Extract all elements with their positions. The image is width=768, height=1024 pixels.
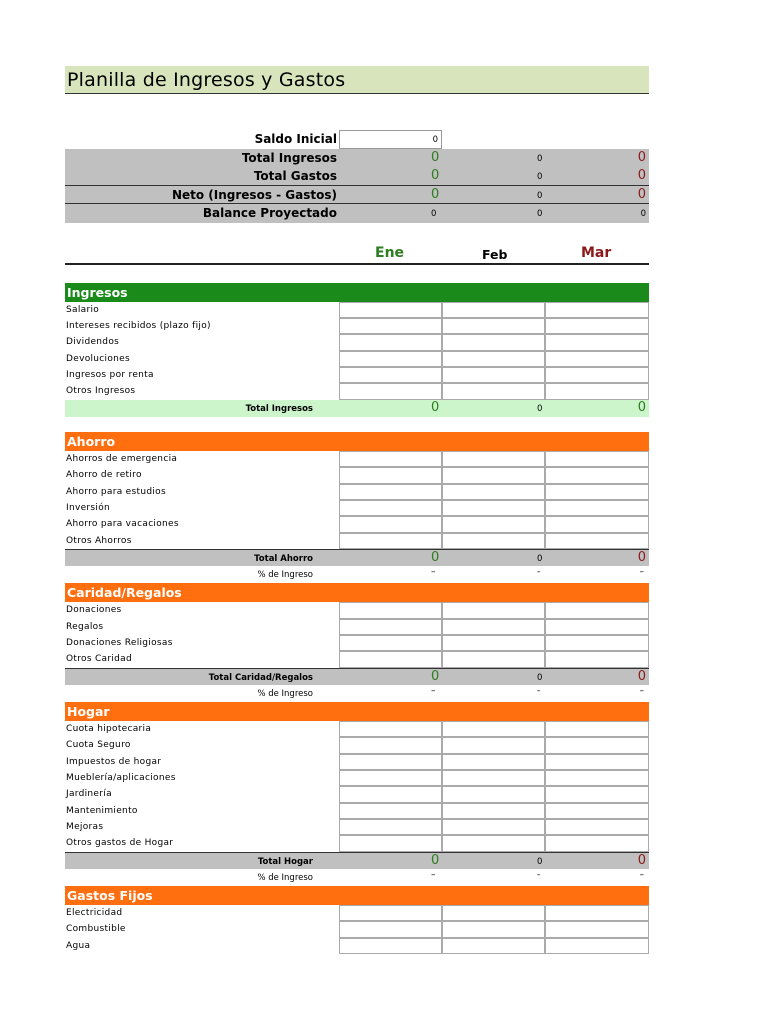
input-cell-mar[interactable] [545,938,649,954]
table-row [65,602,649,618]
input-cell-ene[interactable] [339,467,442,483]
input-cell-mar[interactable] [545,754,649,770]
input-cell-mar[interactable] [545,318,649,334]
section-header: Ingresos [65,283,649,302]
row-label: Donaciones Religiosas [66,637,173,648]
percent-row [65,685,649,701]
row-label: Cuota hipotecaria [66,723,152,734]
summary-value-feb: 0 [537,190,543,201]
input-cell-feb[interactable] [442,635,545,651]
summary-value-mar: 0 [637,149,646,165]
input-cell-ene[interactable] [339,533,442,549]
input-cell-mar[interactable] [545,803,649,819]
input-cell-ene[interactable] [339,451,442,467]
input-cell-ene[interactable] [339,754,442,770]
input-cell-mar[interactable] [545,905,649,921]
percent-ene: – [431,567,436,578]
row-label: Regalos [66,621,104,632]
input-cell-mar[interactable] [545,819,649,835]
row-label: Salario [66,304,100,315]
table-row [65,737,649,753]
percent-ene: – [431,685,436,696]
summary-value-mar: 0 [637,168,646,183]
input-cell-feb[interactable] [442,619,545,635]
input-cell-ene[interactable] [339,334,442,350]
table-row [65,484,649,500]
row-label: Dividendos [66,337,120,348]
table-row [65,786,649,802]
input-cell-mar[interactable] [545,635,649,651]
input-cell-feb[interactable] [442,516,545,532]
summary-value-ene: 0 [431,168,440,183]
input-cell-feb[interactable] [442,451,545,467]
row-label: Mantenimiento [66,805,138,816]
input-cell-feb[interactable] [442,484,545,500]
percent-feb: - [537,869,541,880]
input-cell-feb[interactable] [442,467,545,483]
summary-value-ene: 0 [431,149,440,165]
table-row [65,721,649,737]
total-label: Total Ingresos [245,403,313,414]
input-cell-feb[interactable] [442,351,545,367]
input-cell-ene[interactable] [339,786,442,802]
total-row [65,852,649,869]
summary-value-ene: 0 [431,186,440,202]
spreadsheet [65,66,649,954]
total-label: Total Caridad/Regalos [208,672,313,683]
percent-label: % de Ingreso [257,570,313,581]
table-row [65,905,649,921]
saldo-inicial-value: 0 [432,135,438,145]
month-header-row [65,243,649,265]
input-cell-ene[interactable] [339,484,442,500]
row-label: Otros gastos de Hogar [66,838,174,849]
row-label: Ingresos por renta [66,370,154,381]
percent-ene: – [431,869,436,880]
table-row [65,334,649,350]
input-cell-ene[interactable] [339,938,442,954]
table-row [65,500,649,516]
row-label: Jardinería [66,789,112,800]
input-cell-feb[interactable] [442,770,545,786]
percent-feb: - [537,685,541,696]
input-cell-mar[interactable] [545,383,649,399]
input-cell-mar[interactable] [545,351,649,367]
table-row [65,533,649,549]
section-header: Caridad/Regalos [65,583,649,602]
table-row [65,351,649,367]
summary-value-feb: 0 [537,153,543,164]
row-label: Mueblería/aplicaciones [66,772,176,783]
row-label: Mejoras [66,822,104,833]
input-cell-feb[interactable] [442,835,545,851]
input-cell-ene[interactable] [339,905,442,921]
table-row [65,367,649,383]
input-cell-mar[interactable] [545,302,649,318]
percent-mar: – [639,567,644,578]
input-cell-mar[interactable] [545,500,649,516]
summary-label: Total Gastos [253,169,337,183]
input-cell-ene[interactable] [339,318,442,334]
saldo-inicial-row [65,130,649,149]
input-cell-ene[interactable] [339,770,442,786]
total-row [65,549,649,566]
section-header: Ahorro [65,432,649,451]
total-value-feb: 0 [537,672,543,683]
input-cell-ene[interactable] [339,721,442,737]
input-cell-feb[interactable] [442,803,545,819]
input-cell-feb[interactable] [442,737,545,753]
saldo-inicial-label: Saldo Inicial [254,132,337,146]
row-label: Otros Caridad [66,654,133,665]
row-label: Donaciones [66,605,122,616]
input-cell-ene[interactable] [339,500,442,516]
row-label: Cuota Seguro [66,740,131,751]
input-cell-feb[interactable] [442,921,545,937]
section-hogar [65,702,649,885]
summary-value-mar: 0 [640,209,646,219]
input-cell-feb[interactable] [442,651,545,667]
percent-row [65,869,649,885]
input-cell-feb[interactable] [442,302,545,318]
summary-balance-row [65,204,649,223]
summary-block [65,130,649,223]
input-cell-mar[interactable] [545,786,649,802]
input-cell-feb[interactable] [442,786,545,802]
input-cell-feb[interactable] [442,500,545,516]
input-cell-mar[interactable] [545,921,649,937]
page-title: Planilla de Ingresos y Gastos [65,66,649,94]
input-cell-feb[interactable] [442,602,545,618]
total-row [65,400,649,417]
input-cell-ene[interactable] [339,367,442,383]
input-cell-mar[interactable] [545,770,649,786]
row-label: Ahorro de retiro [66,470,142,481]
table-row [65,318,649,334]
input-cell-ene[interactable] [339,921,442,937]
table-row [65,651,649,667]
input-cell-feb[interactable] [442,367,545,383]
input-cell-mar[interactable] [545,367,649,383]
section-gastos-fijos [65,886,649,954]
total-value-mar: 0 [637,399,646,415]
input-cell-feb[interactable] [442,754,545,770]
summary-value-mar: 0 [637,186,646,202]
summary-value-feb: 0 [537,172,543,182]
summary-value-ene: 0 [431,209,437,219]
percent-mar: – [639,869,644,880]
month-ene: Ene [375,244,405,261]
row-label: Ahorros de emergencia [66,453,178,464]
row-label: Ahorro para vacaciones [66,519,179,530]
input-cell-mar[interactable] [545,334,649,350]
input-cell-mar[interactable] [545,533,649,549]
input-cell-ene[interactable] [339,602,442,618]
input-cell-feb[interactable] [442,383,545,399]
input-cell-ene[interactable] [339,835,442,851]
percent-label: % de Ingreso [257,872,313,883]
input-cell-feb[interactable] [442,819,545,835]
row-label: Otros Ingresos [66,386,136,397]
input-cell-mar[interactable] [545,619,649,635]
input-cell-feb[interactable] [442,905,545,921]
total-value-mar: 0 [637,668,646,684]
input-cell-ene[interactable] [339,651,442,667]
input-cell-ene[interactable] [339,737,442,753]
summary-total-ingresos-row [65,149,649,168]
total-value-ene: 0 [431,852,440,868]
total-value-ene: 0 [431,668,440,684]
table-row [65,803,649,819]
input-cell-feb[interactable] [442,533,545,549]
total-label: Total Ahorro [254,554,313,565]
input-cell-mar[interactable] [545,484,649,500]
row-label: Impuestos de hogar [66,756,162,767]
month-feb: Feb [482,246,508,262]
summary-total-gastos-row [65,167,649,186]
total-value-ene: 0 [431,399,440,415]
percent-feb: - [537,567,541,578]
input-cell-ene[interactable] [339,619,442,635]
month-mar: Mar [581,244,612,261]
total-value-feb: 0 [537,403,543,414]
input-cell-feb[interactable] [442,334,545,350]
percent-row [65,566,649,582]
row-label: Ahorro para estudios [66,486,166,497]
table-row [65,516,649,532]
input-cell-mar[interactable] [545,651,649,667]
row-label: Devoluciones [66,353,130,364]
total-value-feb: 0 [537,856,543,867]
input-cell-feb[interactable] [442,318,545,334]
row-label: Electricidad [66,907,123,918]
table-row [65,938,649,954]
input-cell-mar[interactable] [545,602,649,618]
input-cell-mar[interactable] [545,721,649,737]
total-label: Total Hogar [257,856,313,867]
total-value-mar: 0 [637,852,646,868]
row-label: Combustible [66,924,126,935]
percent-mar: – [639,685,644,696]
saldo-inicial-input[interactable] [339,130,442,149]
input-cell-feb[interactable] [442,721,545,737]
summary-value-feb: 0 [537,209,543,219]
input-cell-ene[interactable] [339,351,442,367]
input-cell-ene[interactable] [339,383,442,399]
section-caridad [65,583,649,701]
input-cell-mar[interactable] [545,451,649,467]
table-row [65,635,649,651]
table-row [65,619,649,635]
section-ahorro [65,432,649,582]
row-label: Otros Ahorros [66,535,132,546]
table-row [65,921,649,937]
input-cell-ene[interactable] [339,803,442,819]
row-label: Agua [66,940,91,951]
table-row [65,770,649,786]
total-value-mar: 0 [637,550,646,566]
table-row [65,383,649,399]
input-cell-mar[interactable] [545,467,649,483]
summary-label: Neto (Ingresos - Gastos) [171,187,337,202]
section-header: Hogar [65,702,649,721]
input-cell-ene[interactable] [339,516,442,532]
input-cell-ene[interactable] [339,635,442,651]
summary-label: Total Ingresos [241,150,337,165]
total-value-feb: 0 [537,554,543,565]
summary-neto-row [65,186,649,205]
table-row [65,302,649,318]
input-cell-ene[interactable] [339,819,442,835]
total-row [65,668,649,685]
row-label: Inversión [66,503,111,514]
table-row [65,819,649,835]
input-cell-mar[interactable] [545,835,649,851]
input-cell-ene[interactable] [339,302,442,318]
percent-label: % de Ingreso [257,688,313,699]
section-ingresos [65,283,649,417]
table-row [65,835,649,851]
total-value-ene: 0 [431,550,440,566]
row-label: Intereses recibidos (plazo fijo) [66,320,211,331]
input-cell-mar[interactable] [545,737,649,753]
section-header: Gastos Fijos [65,886,649,905]
input-cell-feb[interactable] [442,938,545,954]
table-row [65,754,649,770]
summary-label: Balance Proyectado [202,206,337,220]
input-cell-mar[interactable] [545,516,649,532]
table-row [65,451,649,467]
table-row [65,467,649,483]
